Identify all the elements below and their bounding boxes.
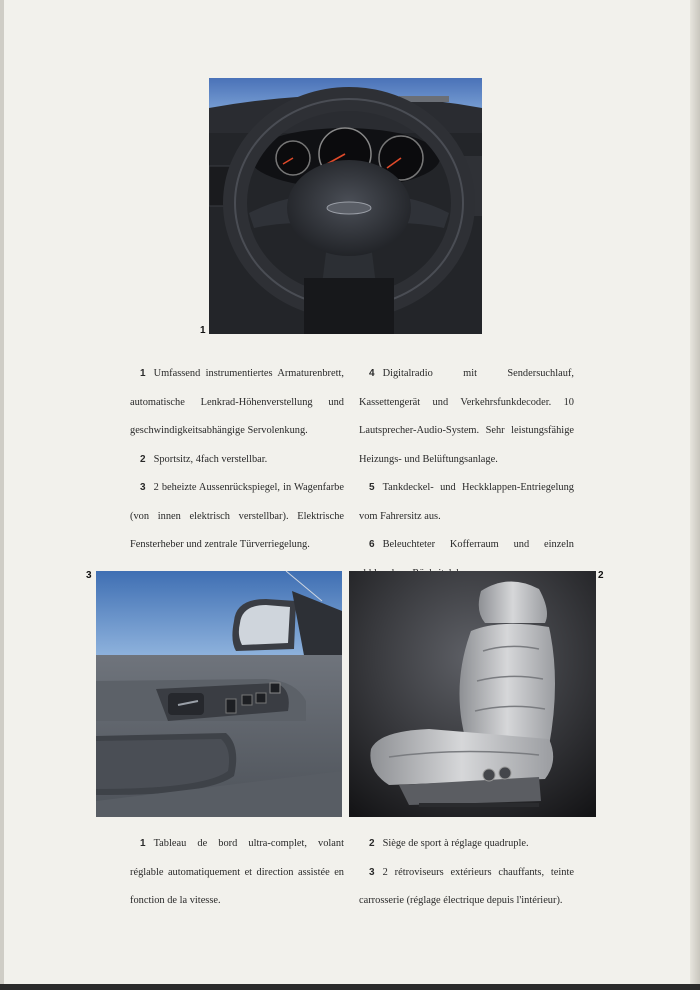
german-item-3: 3 2 beheizte Aussenrückspiegel, in Wagenfarbe (von innen elektrisch verstellbar). Elektrische Fensterheber und zentrale Türverriegelung. — [130, 482, 344, 550]
page-edge-left — [0, 0, 4, 990]
german-item-6: 6 Beleuchteter Kofferraum und einzeln — [369, 539, 574, 550]
german-item-1: 1 Umfassend instrumentiertes Armaturenbrett, automatische Lenkrad-Höhenverstellung und geschwindigkeitsabhängige Servolenkung. — [130, 368, 344, 436]
german-item-2: 2 Sportsitz, 4fach verstellbar. — [140, 453, 268, 465]
sport-seat-photo — [349, 571, 596, 817]
figure-number-1: 1 — [200, 325, 206, 336]
page-edge-right — [690, 0, 700, 990]
sport-seat-illustration — [349, 571, 596, 817]
steering-wheel-photo — [209, 78, 482, 334]
french-item-1: 1 Tableau de bord ultra-complet, volant réglable automatiquement et direction assistée en fonction de la vitesse. — [130, 838, 344, 906]
french-item-3: 3 2 rétroviseurs extérieurs chauffants, teinte carrosserie (réglage électrique depuis l'intérieur). — [359, 866, 574, 906]
french-text-right-column — [359, 830, 574, 916]
french-item-2: 2 Siège de sport à réglage quadruple. — [369, 838, 529, 849]
figure-number-2: 2 — [598, 570, 604, 581]
french-text-left-column — [130, 830, 344, 916]
german-text-left-column — [130, 360, 344, 560]
page-edge-bottom — [0, 984, 700, 990]
german-item-4: 4 Digitalradio mit Sendersuchlauf, Kassettengerät und Verkehrsfunkdecoder. 10 Lautsprecher-Audio-System. Sehr leistungsfähige Heizungs- und Belüftungsanlage. — [359, 368, 574, 465]
german-text-right-column — [359, 360, 574, 588]
figure-number-3: 3 — [86, 570, 92, 581]
door-panel-illustration — [96, 571, 342, 817]
steering-wheel-illustration — [209, 78, 482, 334]
german-item-5: 5 Tankdeckel- und Heckklappen-Entriegelung vom Fahrersitz aus. — [359, 482, 574, 522]
door-panel-photo — [96, 571, 342, 817]
